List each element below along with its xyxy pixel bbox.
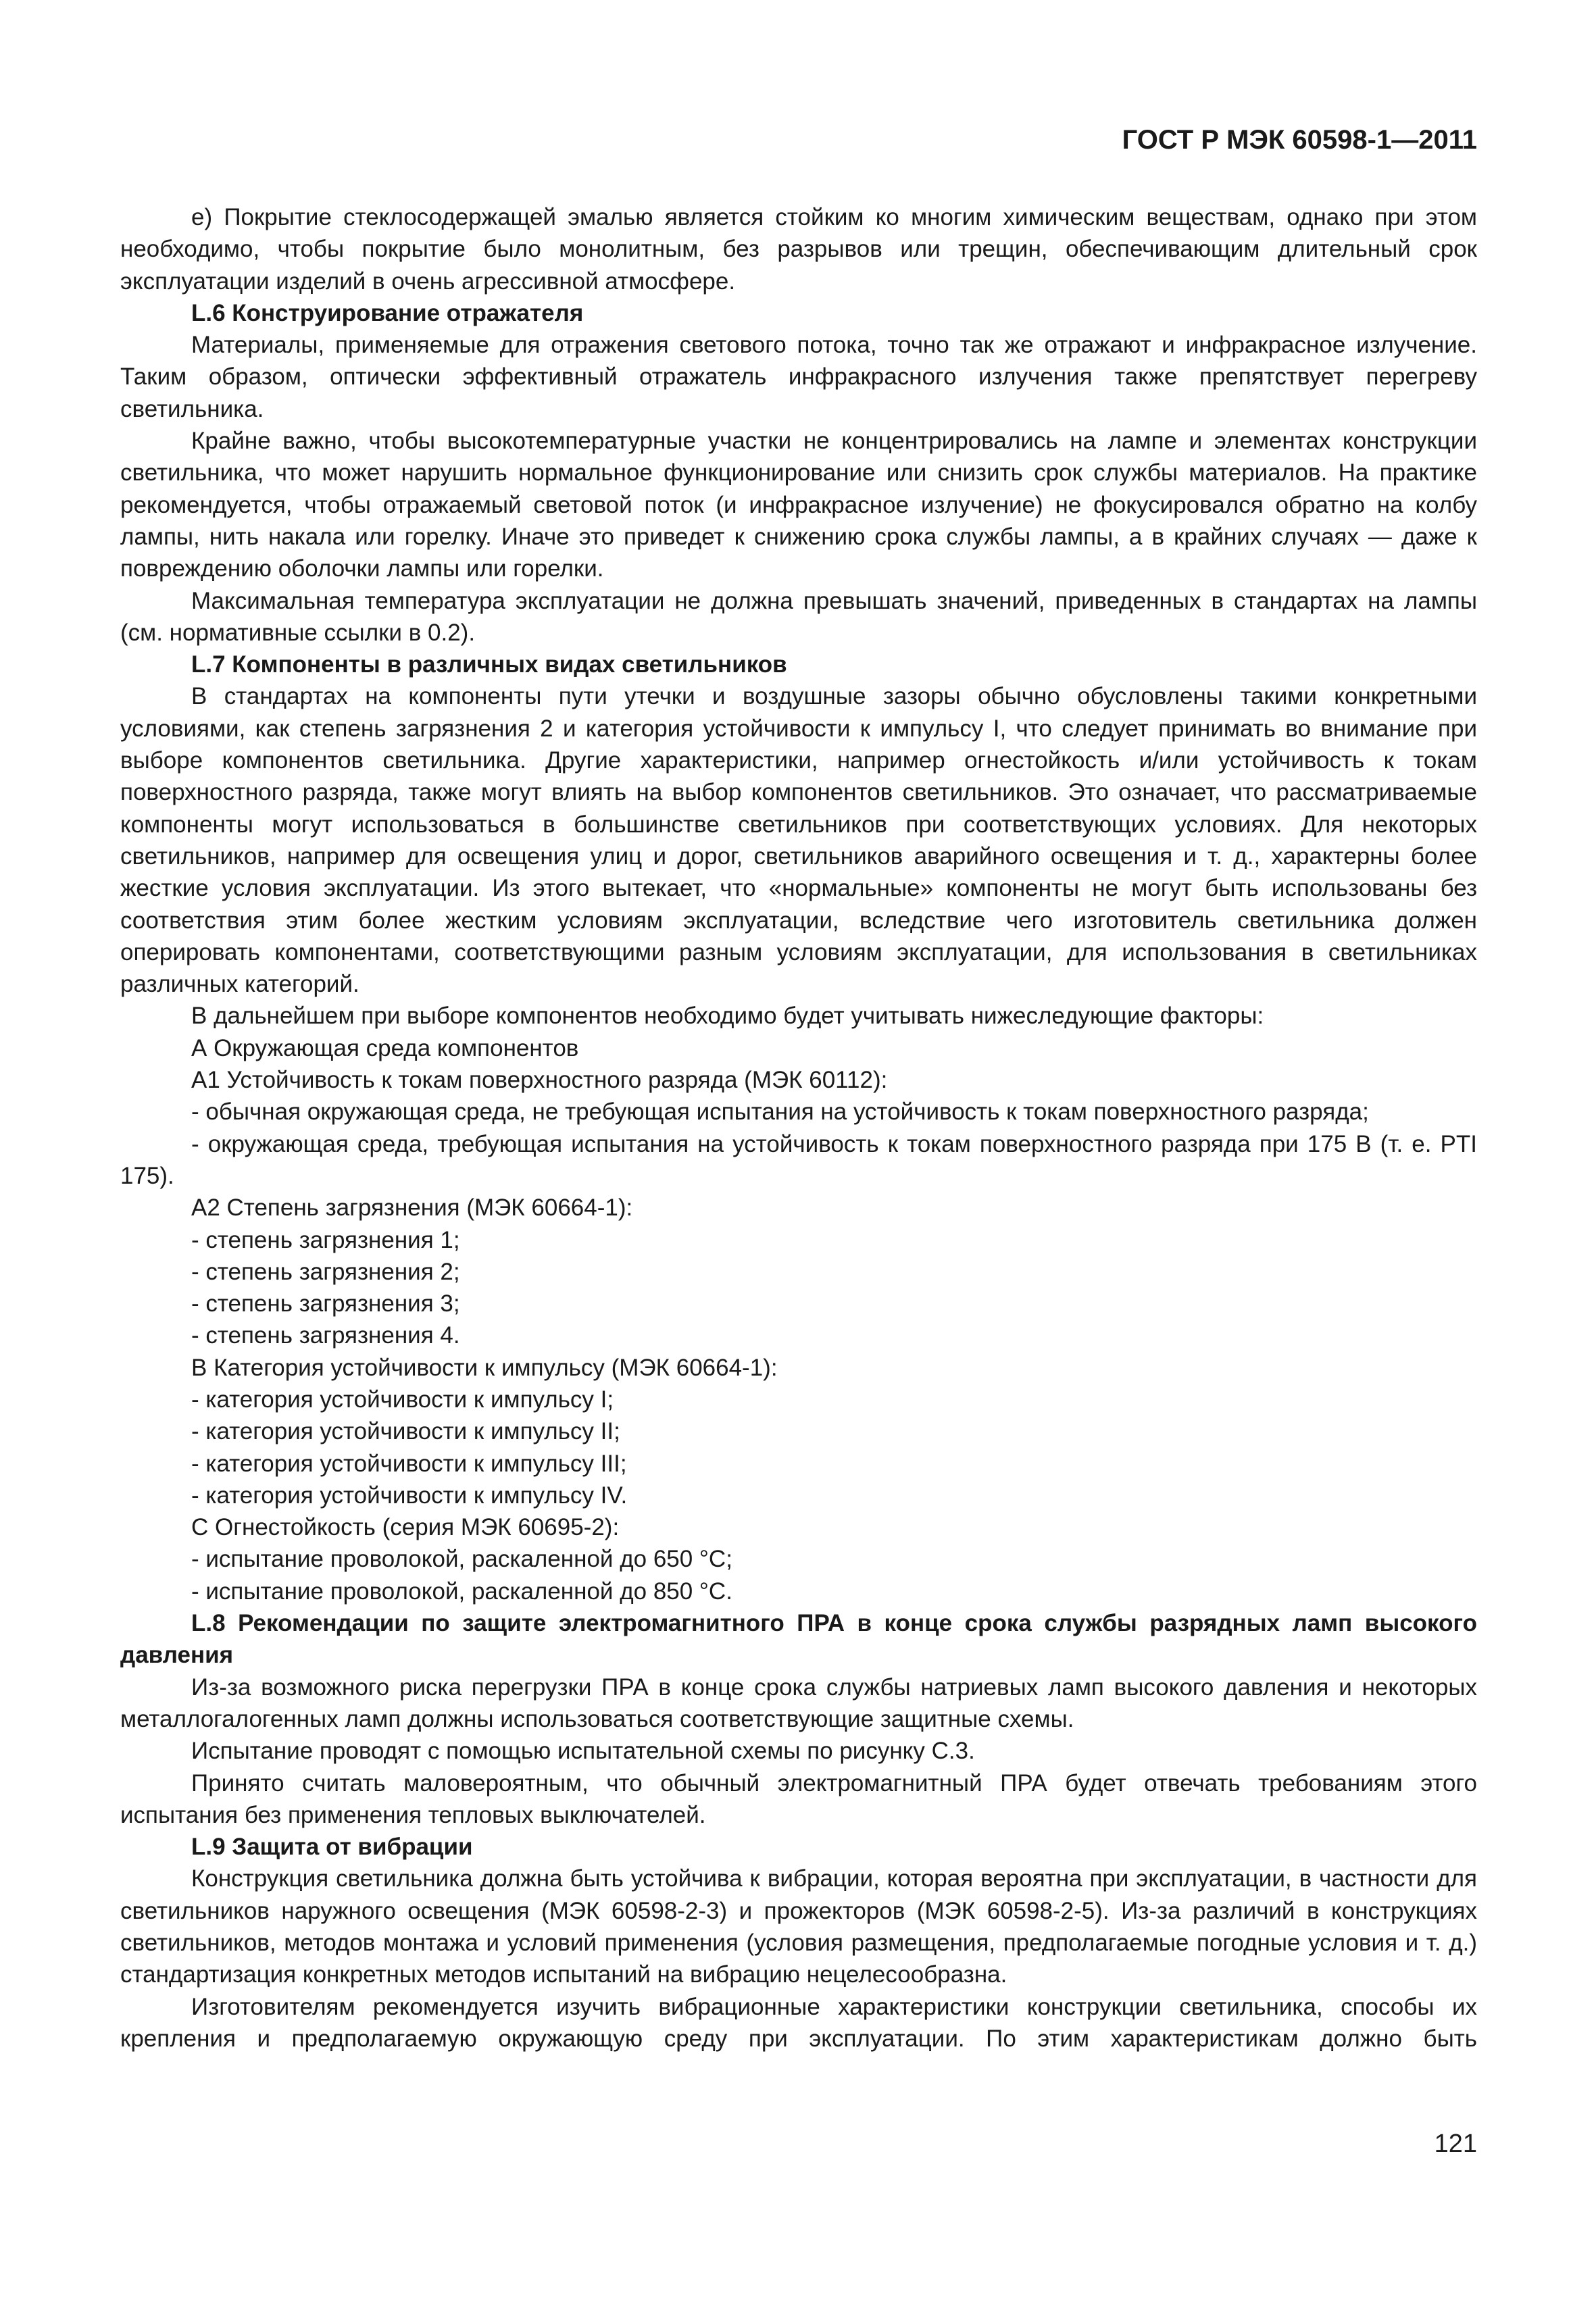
- list-item: - категория устойчивости к импульсу III;: [191, 1450, 627, 1477]
- section-heading-l8: L.8 Рекомендации по защите электромагнитного ПРА в конце срока службы разрядных ламп высокого давления: [120, 1610, 1477, 1669]
- list-item: - испытание проволокой, раскаленной до 650 °С;: [191, 1546, 732, 1573]
- list-item: - степень загрязнения 4.: [191, 1322, 460, 1349]
- paragraph: В стандартах на компоненты пути утечки и воздушные зазоры обычно обусловлены такими конкретными условиями, как степень загрязнения 2 и категория устойчивости к импульсу I, что следует принимать во внимание при выборе компонентов светильника. Другие характеристики, например огнестойкость и/или устойчивость к токам поверхностного разряда, также могут влиять на выбор компонентов светильников. Это означает, что рассматриваемые компоненты могут использоваться в большинстве светильников при соответствующих условиях. Для некоторых светильников, например для освещения улиц и дорог, светильников аварийного освещения и т. д., характерны более жесткие условия эксплуатации. Из этого вытекает, что «нормальные» компоненты не могут быть использованы без соответствия этим более жестким условиям эксплуатации, вследствие чего изготовитель светильника должен оперировать компонентами, соответствующими разным условиям эксплуатации, для использования в светильниках различных категорий.: [120, 683, 1477, 998]
- list-item: - окружающая среда, требующая испытания на устойчивость к токам поверхностного разряда при 175 В (т. е. PTI 175).: [120, 1130, 1477, 1189]
- list-item: - степень загрязнения 1;: [191, 1226, 460, 1253]
- paragraph-e: е) Покрытие стеклосодержащей эмалью является стойким ко многим химическим веществам, однако при этом необходимо, чтобы покрытие было монолитным, без разрывов или трещин, обеспечивающим длительный срок эксплуатации изделий в очень агрессивной атмосфере.: [120, 204, 1477, 295]
- list-heading: В Категория устойчивости к импульсу (МЭК 60664-1):: [191, 1354, 778, 1381]
- paragraph: Крайне важно, чтобы высокотемпературные участки не концентрировались на лампе и элементах конструкции светильника, что может нарушить нормальное функционирование или снизить срок службы материалов. На практике рекомендуется, чтобы отражаемый световой поток (и инфракрасное излучение) не фокусировался обратно на колбу лампы, нить накала или горелку. Иначе это приведет к снижению срока службы лампы, а в крайних случаях — даже к повреждению оболочки лампы или горелки.: [120, 428, 1477, 582]
- page-number: 121: [1434, 2130, 1477, 2158]
- list-heading: А1 Устойчивость к токам поверхностного разряда (МЭК 60112):: [191, 1067, 888, 1094]
- paragraph: Принято считать маловероятным, что обычный электромагнитный ПРА будет отвечать требованиям этого испытания без применения тепловых выключателей.: [120, 1769, 1477, 1828]
- list-heading: С Огнестойкость (серия МЭК 60695-2):: [191, 1514, 620, 1541]
- paragraph: Материалы, применяемые для отражения светового потока, точно так же отражают и инфракрасное излучение. Таким образом, оптически эффективный отражатель инфракрасного излучения также препятствует перегреву светильника.: [120, 332, 1477, 422]
- list-item: - категория устойчивости к импульсу II;: [191, 1418, 620, 1445]
- document-body: [120, 201, 1477, 2055]
- paragraph: Максимальная температура эксплуатации не должна превышать значений, приведенных в стандартах на лампы (см. нормативные ссылки в 0.2).: [120, 587, 1477, 646]
- section-heading-l6: L.6 Конструирование отражателя: [191, 299, 584, 326]
- list-heading: А2 Степень загрязнения (МЭК 60664-1):: [191, 1194, 633, 1222]
- paragraph: Из-за возможного риска перегрузки ПРА в конце срока службы натриевых ламп высокого давления и некоторых металлогалогенных ламп должны использоваться соответствующие защитные схемы.: [120, 1674, 1477, 1732]
- paragraph: В дальнейшем при выборе компонентов необходимо будет учитывать нижеследующие факторы:: [191, 1003, 1264, 1030]
- list-item: - категория устойчивости к импульсу IV.: [191, 1482, 628, 1509]
- paragraph: Испытание проводят с помощью испытательной схемы по рисунку С.3.: [191, 1738, 975, 1765]
- paragraph: Конструкция светильника должна быть устойчива к вибрации, которая вероятна при эксплуатации, в частности для светильников наружного освещения (МЭК 60598-2-3) и прожекторов (МЭК 60598-2-5). Из-за различий в конструкциях светильников, методов монтажа и условий применения (условия размещения, предполагаемые погодные условия и т. д.) стандартизация конкретных методов испытаний на вибрацию нецелесообразна.: [120, 1865, 1477, 1988]
- list-item: - категория устойчивости к импульсу I;: [191, 1386, 614, 1413]
- standard-header: ГОСТ Р МЭК 60598-1—2011: [1122, 125, 1477, 155]
- section-heading-l9: L.9 Защита от вибрации: [191, 1834, 473, 1861]
- list-heading: А Окружающая среда компонентов: [191, 1034, 579, 1061]
- list-item: - испытание проволокой, раскаленной до 850 °С.: [191, 1578, 732, 1605]
- list-item: - степень загрязнения 2;: [191, 1258, 460, 1285]
- paragraph-continued: Изготовителям рекомендуется изучить вибрационные характеристики конструкции светильника, способы их крепления и предполагаемую окружающую среду при эксплуатации. По этим характеристикам должно быть: [120, 1993, 1477, 2052]
- section-heading-l7: L.7 Компоненты в различных видах светильников: [191, 651, 787, 678]
- list-item: - степень загрязнения 3;: [191, 1290, 460, 1317]
- list-item: - обычная окружающая среда, не требующая испытания на устойчивость к токам поверхностного разряда;: [191, 1099, 1369, 1126]
